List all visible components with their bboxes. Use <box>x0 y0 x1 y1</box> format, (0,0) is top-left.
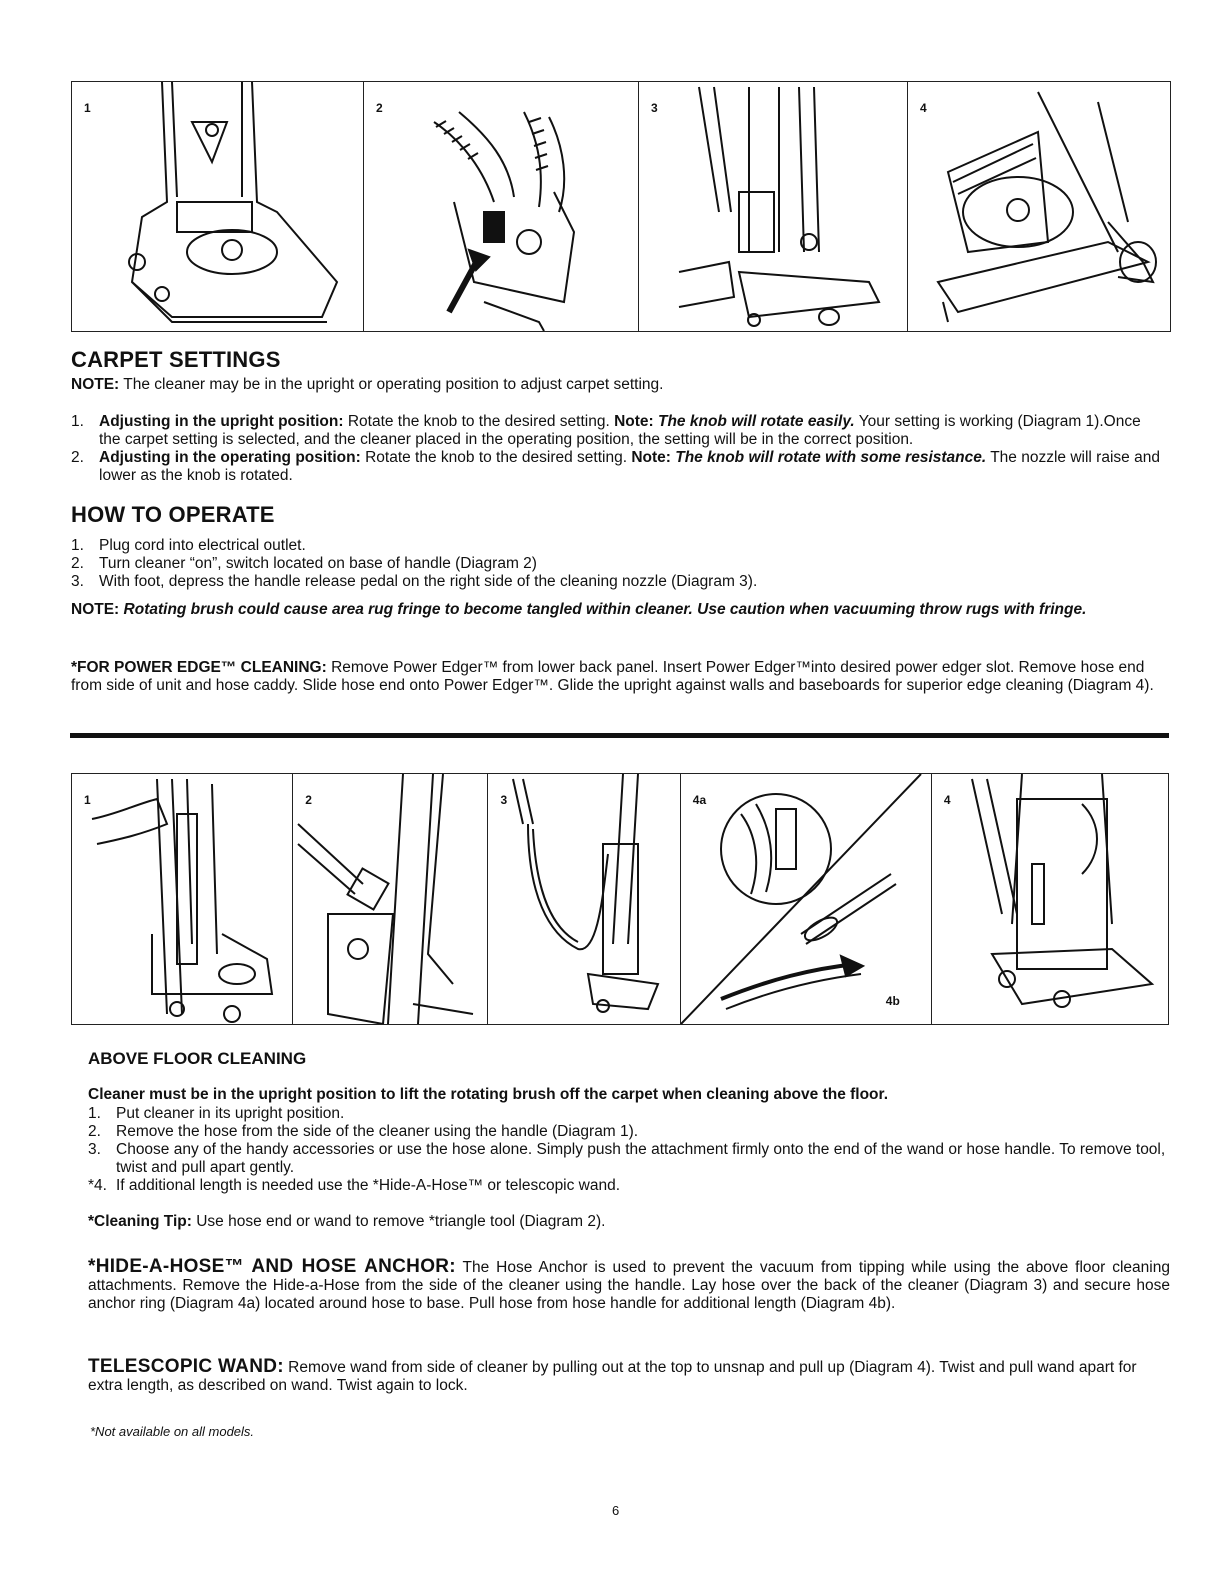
telescopic-wand-paragraph <box>88 1358 1170 1395</box>
page-number: 6 <box>612 1503 620 1518</box>
figure-label: 3 <box>651 101 658 115</box>
list-item <box>71 573 1166 591</box>
item-number: 3. <box>71 573 84 590</box>
figure-label: 4 <box>943 793 951 807</box>
item-note-label: Note: <box>614 413 654 430</box>
upright-vacuum-knob-icon <box>72 82 363 331</box>
telescopic-wand-text: Remove wand from side of cleaner by pulling out at the top to unsnap and pull up (Diagram 4). Twist and pull wand apart for extra length, as described on wand. Twist again to lock. <box>88 1359 1137 1394</box>
hide-a-hose-label: *HIDE-A-HOSE™ AND HOSE ANCHOR: <box>88 1256 456 1277</box>
how-to-operate-heading: HOW TO OPERATE <box>71 502 275 527</box>
figure-panel-1 <box>72 82 364 331</box>
hose-over-back-icon <box>488 774 680 1024</box>
item-body-2: The nozzle will raise and lower as the knob is rotated. <box>99 449 1160 484</box>
triangle-tool-icon <box>293 774 488 1024</box>
list-item <box>88 1123 1168 1141</box>
figure-label: 2 <box>305 793 312 807</box>
cleaning-tip <box>88 1213 1168 1231</box>
figure-panel-1 <box>72 774 293 1024</box>
figure-panel-4a-4b <box>681 774 932 1024</box>
item-number: 1. <box>71 537 84 554</box>
power-edge-text: Remove Power Edger™ from lower back panel. Insert Power Edger™into desired power edger slot. Remove hose end from side of unit and hose caddy. Slide hose end onto Power Edger™. Glide the upright against walls and baseboards for superior edge cleaning (Diagram 4). <box>71 659 1154 694</box>
list-item <box>88 1141 1168 1177</box>
item-number: 1. <box>71 413 84 430</box>
operate-note <box>71 601 1166 619</box>
figure-label: 4 <box>920 101 927 115</box>
item-number: *4. <box>88 1177 107 1194</box>
item-text: Put cleaner in its upright position. <box>116 1105 345 1122</box>
power-edger-icon <box>908 82 1170 331</box>
item-text <box>99 413 1166 449</box>
carpet-settings-heading: CARPET SETTINGS <box>71 347 281 372</box>
item-number: 1. <box>88 1105 101 1122</box>
item-number: 2. <box>71 555 84 572</box>
item-text: Remove the hose from the side of the cleaner using the handle (Diagram 1). <box>116 1123 639 1140</box>
figure-label-secondary: 4b <box>885 994 900 1008</box>
item-number: 3. <box>88 1141 101 1158</box>
tip-label: *Cleaning Tip: <box>88 1213 192 1230</box>
above-floor-intro: Cleaner must be in the upright position to lift the rotating brush off the carpet when cleaning above the floor. <box>88 1086 889 1103</box>
list-item <box>71 555 1166 573</box>
figure-panel-2 <box>364 82 639 331</box>
carpet-note <box>71 376 1171 394</box>
hide-a-hose-paragraph <box>88 1258 1170 1313</box>
list-item <box>71 449 1166 485</box>
item-body-2: Your setting is working (Diagram 1).Once the carpet setting is selected, and the cleaner placed in the operating position, the setting will be in the correct position. <box>99 413 1141 448</box>
list-item <box>88 1105 1168 1123</box>
note-text: The cleaner may be in the upright or operating position to adjust carpet setting. <box>119 376 664 393</box>
figure-panel-4 <box>932 774 1168 1024</box>
figure-panel-3 <box>488 774 680 1024</box>
item-body: Rotate the knob to the desired setting. <box>343 413 615 430</box>
list-item <box>71 537 1166 555</box>
power-edge-paragraph <box>71 659 1171 695</box>
section-divider <box>70 733 1169 738</box>
note-label: NOTE: <box>71 601 120 618</box>
hand-removing-hose-icon <box>72 774 293 1024</box>
item-body: Rotate the knob to the desired setting. <box>360 449 632 466</box>
hose-anchor-icon <box>681 774 932 1024</box>
telescopic-wand-icon <box>932 774 1168 1024</box>
note-label: NOTE: <box>71 376 120 393</box>
footnote: *Not available on all models. <box>90 1424 255 1439</box>
figure-label: 2 <box>376 101 383 115</box>
operate-steps <box>71 537 1166 591</box>
tip-text: Use hose end or wand to remove *triangle tool (Diagram 2). <box>191 1213 606 1230</box>
item-note-label: Note: <box>631 449 671 466</box>
note-text: Rotating brush could cause area rug fringe to become tangled within cleaner. Use caution when vacuuming throw rugs with fringe. <box>123 601 1087 618</box>
item-label: Adjusting in the operating position: <box>99 449 361 466</box>
above-floor-steps <box>88 1105 1168 1195</box>
figure-panel-2 <box>293 774 488 1024</box>
hose-switch-icon <box>364 82 638 331</box>
figure-panel-3 <box>639 82 908 331</box>
item-number: 2. <box>71 449 84 466</box>
item-emphasis: The knob will rotate with some resistance. <box>670 449 987 466</box>
figure-panel-4 <box>908 82 1170 331</box>
item-text: If additional length is needed use the *Hide-A-Hose™ or telescopic wand. <box>116 1177 621 1194</box>
telescopic-wand-label: TELESCOPIC WAND: <box>88 1356 284 1377</box>
hide-a-hose-text: The Hose Anchor is used to prevent the vacuum from tipping while using the above floor cleaning attachments. Remove the Hide-a-Hose from the side of the cleaner using the handle. Lay hose over the back of the cleaner (Diagram 3) and secure hose anchor ring (Diagram 4a) located around hose to base. Pull hose from hose handle for additional length (Diagram 4b). <box>88 1259 1170 1312</box>
item-label: Adjusting in the upright position: <box>99 413 344 430</box>
item-number: 2. <box>88 1123 101 1140</box>
handle-release-pedal-icon <box>639 82 907 331</box>
figure-label: 1 <box>84 793 91 807</box>
figure-label: 4a <box>692 793 707 807</box>
list-item <box>71 413 1166 449</box>
figure-label: 3 <box>500 793 508 807</box>
item-text: With foot, depress the handle release pedal on the right side of the cleaning nozzle (Diagram 3). <box>99 573 758 590</box>
item-text: Choose any of the handy accessories or use the hose alone. Simply push the attachment firmly onto the end of the wand or hose handle. To remove tool, twist and pull apart gently. <box>116 1141 1166 1176</box>
power-edge-label: *FOR POWER EDGE™ CLEANING: <box>71 659 327 676</box>
bottom-figure-strip <box>71 773 1169 1025</box>
figure-label: 1 <box>84 101 91 115</box>
item-text: Turn cleaner “on”, switch located on base of handle (Diagram 2) <box>99 555 537 572</box>
top-figure-strip <box>71 81 1171 332</box>
item-emphasis: The knob will rotate easily. <box>653 413 855 430</box>
carpet-list <box>71 413 1166 485</box>
item-text: Plug cord into electrical outlet. <box>99 537 306 554</box>
list-item <box>88 1177 1168 1195</box>
item-text <box>99 449 1166 485</box>
above-floor-heading: ABOVE FLOOR CLEANING <box>88 1049 307 1068</box>
